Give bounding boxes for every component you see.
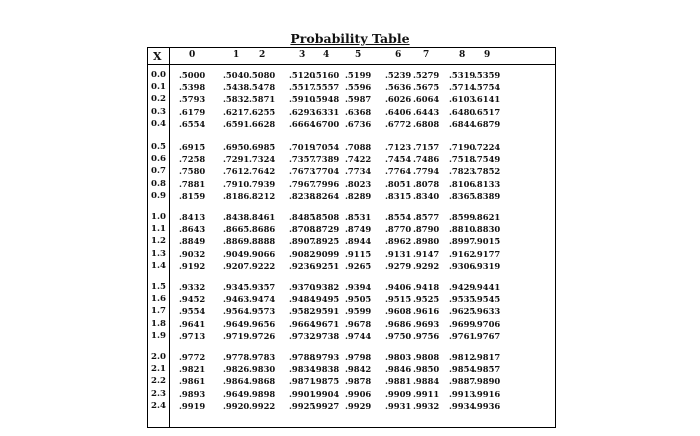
table-cell: .9854 (449, 364, 476, 375)
table-cell: .8621 (474, 212, 501, 222)
table-cell: .6950 (223, 142, 250, 152)
table-cell: .9441 (474, 282, 501, 292)
table-cell: .8315 (385, 190, 412, 201)
table-cell: .5438 (223, 82, 250, 93)
table-cell: .5319 (449, 70, 476, 80)
table-cell: .8944 (345, 236, 372, 247)
table-cell: .8023 (345, 178, 372, 189)
table-cell: .7054 (313, 142, 340, 152)
table-cell: .9884 (413, 376, 440, 387)
table-cell: .9370 (289, 282, 316, 292)
table-cell: .7123 (385, 142, 412, 152)
table-cell: .9931 (385, 400, 412, 411)
table-cell: .6141 (474, 94, 501, 105)
table-cell: .9893 (179, 388, 206, 399)
row-label: 2.1 (151, 364, 166, 375)
table-cell: .6591 (223, 118, 250, 129)
table-cell: .6331 (313, 106, 340, 117)
row-label: 0.0 (151, 70, 166, 80)
table-cell: .9898 (249, 388, 276, 399)
row-label: 2.2 (151, 376, 166, 387)
table-cell: .6879 (474, 118, 501, 129)
table-cell: .9505 (345, 294, 372, 305)
table-cell: .5557 (313, 82, 340, 93)
table-cell: .9803 (385, 352, 412, 362)
table-cell: .7881 (179, 178, 206, 189)
table-cell: .7734 (345, 166, 372, 177)
table-cell: .9082 (289, 248, 316, 259)
table-cell: .7224 (474, 142, 501, 152)
table-cell: .9678 (345, 318, 372, 329)
table-cell: .9719 (223, 330, 250, 341)
table-cell: .9599 (345, 306, 372, 317)
table-cell: .8264 (313, 190, 340, 201)
table-cell: .8888 (249, 236, 276, 247)
table-cell: .9671 (313, 318, 340, 329)
table-cell: .5948 (313, 94, 340, 105)
table-cell: .6179 (179, 106, 206, 117)
row-label: 0.8 (151, 178, 166, 189)
table-cell: .8438 (223, 212, 250, 222)
table-cell: .5793 (179, 94, 206, 105)
table-cell: .9236 (289, 260, 316, 271)
header-divider (148, 64, 555, 65)
table-cell: .7291 (223, 154, 250, 165)
table-cell: .9463 (223, 294, 250, 305)
table-cell: .5199 (345, 70, 372, 80)
table-cell: .8554 (385, 212, 412, 222)
page-title-text: Probability Table (290, 31, 410, 46)
table-cell: .8461 (249, 212, 276, 222)
table-cell: .8389 (474, 190, 501, 201)
row-label: 1.1 (151, 224, 166, 235)
table-cell: .9306 (449, 260, 476, 271)
table-cell: .9778 (223, 352, 250, 362)
table-cell: .7967 (289, 178, 316, 189)
table-cell: .8133 (474, 178, 501, 189)
table-cell: .9934 (449, 400, 476, 411)
table-cell: .9772 (179, 352, 206, 362)
table-cell: .9265 (345, 260, 372, 271)
table-cell: .6368 (345, 106, 372, 117)
table-cell: .7939 (249, 178, 276, 189)
table-cell: .6406 (385, 106, 412, 117)
table-cell: .6985 (249, 142, 276, 152)
table-cell: .5398 (179, 82, 206, 93)
table-cell: .9864 (223, 376, 250, 387)
table-cell: .8159 (179, 190, 206, 201)
table-cell: .7157 (413, 142, 440, 152)
x-column-divider (169, 48, 170, 427)
table-cell: .6554 (179, 118, 206, 129)
table-cell: .9582 (289, 306, 316, 317)
table-cell: .8830 (474, 224, 501, 235)
table-cell: .9015 (474, 236, 501, 247)
table-cell: .8925 (313, 236, 340, 247)
column-header-7: 7 (423, 50, 430, 60)
table-cell: .9162 (449, 248, 476, 259)
table-cell: .8980 (413, 236, 440, 247)
table-cell: .5239 (385, 70, 412, 80)
row-label: 1.5 (151, 282, 166, 292)
table-cell: .9649 (223, 318, 250, 329)
row-label: 1.2 (151, 236, 166, 247)
table-cell: .9761 (449, 330, 476, 341)
table-cell: .5040 (223, 70, 250, 80)
table-cell: .7673 (289, 166, 316, 177)
table-cell: .9484 (289, 294, 316, 305)
table-cell: .9292 (413, 260, 440, 271)
table-cell: .9901 (289, 388, 316, 399)
table-cell: .9332 (179, 282, 206, 292)
table-cell: .6293 (289, 106, 316, 117)
table-cell: .5160 (313, 70, 340, 80)
table-cell: .5987 (345, 94, 372, 105)
table-cell: .8869 (223, 236, 250, 247)
table-cell: .6808 (413, 118, 440, 129)
table-cell: .8485 (289, 212, 316, 222)
table-cell: .9131 (385, 248, 412, 259)
table-cell: .9732 (289, 330, 316, 341)
table-cell: .8340 (413, 190, 440, 201)
table-cell: .9099 (313, 248, 340, 259)
table-cell: .7910 (223, 178, 250, 189)
table-cell: .9878 (345, 376, 372, 387)
table-cell: .7580 (179, 166, 206, 177)
table-cell: .9608 (385, 306, 412, 317)
row-label: 1.6 (151, 294, 166, 305)
table-cell: .9887 (449, 376, 476, 387)
table-cell: .8643 (179, 224, 206, 235)
table-cell: .9817 (474, 352, 501, 362)
table-cell: .7704 (313, 166, 340, 177)
table-cell: .7852 (474, 166, 501, 177)
table-cell: .5517 (289, 82, 316, 93)
x-column-header: X (153, 50, 162, 63)
table-cell: .8665 (223, 224, 250, 235)
table-cell: .9919 (179, 400, 206, 411)
table-cell: .9834 (289, 364, 316, 375)
table-cell: .9049 (223, 248, 250, 259)
table-cell: .9726 (249, 330, 276, 341)
table-cell: .9916 (474, 388, 501, 399)
table-cell: .9906 (345, 388, 372, 399)
table-cell: .9911 (413, 388, 440, 399)
table-cell: .7486 (413, 154, 440, 165)
table-cell: .9868 (249, 376, 276, 387)
table-cell: .9920 (223, 400, 250, 411)
table-cell: .6443 (413, 106, 440, 117)
table-cell: .9429 (449, 282, 476, 292)
table-cell: .9871 (289, 376, 316, 387)
table-cell: .7549 (474, 154, 501, 165)
table-cell: .9881 (385, 376, 412, 387)
table-cell: .5120 (289, 70, 316, 80)
table-cell: .5910 (289, 94, 316, 105)
table-cell: .9564 (223, 306, 250, 317)
table-cell: .9693 (413, 318, 440, 329)
table-cell: .8078 (413, 178, 440, 189)
table-cell: .7422 (345, 154, 372, 165)
table-cell: .9452 (179, 294, 206, 305)
table-cell: .5714 (449, 82, 476, 93)
table-cell: .6103 (449, 94, 476, 105)
table-cell: .9222 (249, 260, 276, 271)
table-cell: .5279 (413, 70, 440, 80)
table-cell: .8531 (345, 212, 372, 222)
table-cell: .7996 (313, 178, 340, 189)
table-cell: .8577 (413, 212, 440, 222)
table-cell: .9793 (313, 352, 340, 362)
table-cell: .5000 (179, 70, 206, 80)
table-cell: .9649 (223, 388, 250, 399)
table-cell: .9625 (449, 306, 476, 317)
column-header-5: 5 (355, 50, 362, 60)
row-label: 1.8 (151, 318, 166, 329)
table-cell: .9929 (345, 400, 372, 411)
table-cell: .7088 (345, 142, 372, 152)
table-cell: .6772 (385, 118, 412, 129)
row-label: 0.2 (151, 94, 166, 105)
table-cell: .9713 (179, 330, 206, 341)
table-cell: .9812 (449, 352, 476, 362)
table-cell: .9846 (385, 364, 412, 375)
table-cell: .7357 (289, 154, 316, 165)
table-cell: .9808 (413, 352, 440, 362)
table-cell: .8907 (289, 236, 316, 247)
table-cell: .6844 (449, 118, 476, 129)
table-cell: .9686 (385, 318, 412, 329)
table-cell: .9922 (249, 400, 276, 411)
table-cell: .9767 (474, 330, 501, 341)
table-cell: .9032 (179, 248, 206, 259)
row-label: 2.0 (151, 352, 166, 362)
table-cell: .8810 (449, 224, 476, 235)
table-cell: .9750 (385, 330, 412, 341)
table-cell: .9545 (474, 294, 501, 305)
table-cell: .9783 (249, 352, 276, 362)
table-cell: .9925 (289, 400, 316, 411)
table-cell: .9279 (385, 260, 412, 271)
column-header-9: 9 (484, 50, 491, 60)
row-label: 0.9 (151, 190, 166, 201)
table-cell: .9857 (474, 364, 501, 375)
table-cell: .9357 (249, 282, 276, 292)
table-cell: .9927 (313, 400, 340, 411)
row-label: 1.3 (151, 248, 166, 259)
table-cell: .9474 (249, 294, 276, 305)
probability-table (147, 47, 556, 428)
row-label: 2.3 (151, 388, 166, 399)
table-cell: .8729 (313, 224, 340, 235)
table-cell: .9573 (249, 306, 276, 317)
table-cell: .8212 (249, 190, 276, 201)
table-cell: .5478 (249, 82, 276, 93)
table-cell: .9842 (345, 364, 372, 375)
row-label: 1.7 (151, 306, 166, 317)
table-cell: .8186 (223, 190, 250, 201)
column-header-3: 3 (299, 50, 306, 60)
table-cell: .8770 (385, 224, 412, 235)
table-cell: .8508 (313, 212, 340, 222)
table-cell: .9850 (413, 364, 440, 375)
table-cell: .9756 (413, 330, 440, 341)
table-cell: .8289 (345, 190, 372, 201)
column-header-2: 2 (259, 50, 266, 60)
table-cell: .9699 (449, 318, 476, 329)
table-cell: .9418 (413, 282, 440, 292)
table-cell: .9738 (313, 330, 340, 341)
table-cell: .8749 (345, 224, 372, 235)
table-cell: .9591 (313, 306, 340, 317)
table-cell: .9656 (249, 318, 276, 329)
table-cell: .9406 (385, 282, 412, 292)
row-label: 0.1 (151, 82, 166, 93)
table-cell: .6255 (249, 106, 276, 117)
table-cell: .9394 (345, 282, 372, 292)
table-cell: .9826 (223, 364, 250, 375)
table-cell: .7518 (449, 154, 476, 165)
table-cell: .9147 (413, 248, 440, 259)
table-cell: .8106 (449, 178, 476, 189)
table-cell: .9788 (289, 352, 316, 362)
table-cell: .9495 (313, 294, 340, 305)
table-cell: .8686 (249, 224, 276, 235)
table-cell: .7258 (179, 154, 206, 165)
table-cell: .6217 (223, 106, 250, 117)
table-cell: .9744 (345, 330, 372, 341)
table-cell: .9525 (413, 294, 440, 305)
table-cell: .6736 (345, 118, 372, 129)
table-cell: .9192 (179, 260, 206, 271)
table-cell: .6064 (413, 94, 440, 105)
table-cell: .5832 (223, 94, 250, 105)
table-cell: .5871 (249, 94, 276, 105)
table-cell: .6628 (249, 118, 276, 129)
table-cell: .9913 (449, 388, 476, 399)
table-cell: .6480 (449, 106, 476, 117)
table-cell: .8051 (385, 178, 412, 189)
table-cell: .9890 (474, 376, 501, 387)
table-cell: .7190 (449, 142, 476, 152)
table-cell: .7612 (223, 166, 250, 177)
table-cell: .9207 (223, 260, 250, 271)
table-cell: .7454 (385, 154, 412, 165)
table-cell: .9706 (474, 318, 501, 329)
table-cell: .9664 (289, 318, 316, 329)
table-cell: .8790 (413, 224, 440, 235)
row-label: 0.5 (151, 142, 166, 152)
row-label: 1.9 (151, 330, 166, 341)
table-cell: .8413 (179, 212, 206, 222)
table-cell: .6664 (289, 118, 316, 129)
table-cell: .6517 (474, 106, 501, 117)
table-cell: .9830 (249, 364, 276, 375)
table-cell: .9115 (345, 248, 372, 259)
table-cell: .9616 (413, 306, 440, 317)
table-cell: .8997 (449, 236, 476, 247)
table-cell: .8365 (449, 190, 476, 201)
table-cell: .6026 (385, 94, 412, 105)
table-cell: .9821 (179, 364, 206, 375)
column-header-0: 0 (189, 50, 196, 60)
table-cell: .9861 (179, 376, 206, 387)
table-cell: .6915 (179, 142, 206, 152)
row-label: 1.0 (151, 212, 166, 222)
table-cell: .5754 (474, 82, 501, 93)
table-cell: .5636 (385, 82, 412, 93)
table-cell: .7764 (385, 166, 412, 177)
table-cell: .5675 (413, 82, 440, 93)
table-cell: .9554 (179, 306, 206, 317)
column-header-6: 6 (395, 50, 402, 60)
row-label: 0.6 (151, 154, 166, 165)
table-cell: .9177 (474, 248, 501, 259)
table-cell: .9535 (449, 294, 476, 305)
table-cell: .5080 (249, 70, 276, 80)
table-cell: .9641 (179, 318, 206, 329)
column-header-4: 4 (323, 50, 330, 60)
table-cell: .9838 (313, 364, 340, 375)
table-cell: .9515 (385, 294, 412, 305)
page-title (0, 31, 700, 46)
table-cell: .9251 (313, 260, 340, 271)
table-cell: .7324 (249, 154, 276, 165)
row-label: 0.4 (151, 118, 166, 129)
table-cell: .5596 (345, 82, 372, 93)
table-cell: .9382 (313, 282, 340, 292)
table-cell: .8962 (385, 236, 412, 247)
table-cell: .7019 (289, 142, 316, 152)
table-cell: .8599 (449, 212, 476, 222)
table-cell: .8238 (289, 190, 316, 201)
table-cell: .9875 (313, 376, 340, 387)
table-cell: .7794 (413, 166, 440, 177)
table-cell: .9798 (345, 352, 372, 362)
table-cell: .7823 (449, 166, 476, 177)
table-cell: .7642 (249, 166, 276, 177)
row-label: 0.7 (151, 166, 166, 177)
table-cell: .6700 (313, 118, 340, 129)
table-cell: .9066 (249, 248, 276, 259)
row-label: 1.4 (151, 260, 166, 271)
table-cell: .7389 (313, 154, 340, 165)
row-label: 2.4 (151, 400, 166, 411)
table-cell: .8849 (179, 236, 206, 247)
table-cell: .9319 (474, 260, 501, 271)
table-cell: .9345 (223, 282, 250, 292)
table-cell: .9909 (385, 388, 412, 399)
column-header-1: 1 (233, 50, 240, 60)
table-cell: .9936 (474, 400, 501, 411)
table-cell: .9904 (313, 388, 340, 399)
table-cell: .5359 (474, 70, 501, 80)
table-cell: .8708 (289, 224, 316, 235)
row-label: 0.3 (151, 106, 166, 117)
table-cell: .9633 (474, 306, 501, 317)
column-header-8: 8 (459, 50, 466, 60)
table-cell: .9932 (413, 400, 440, 411)
